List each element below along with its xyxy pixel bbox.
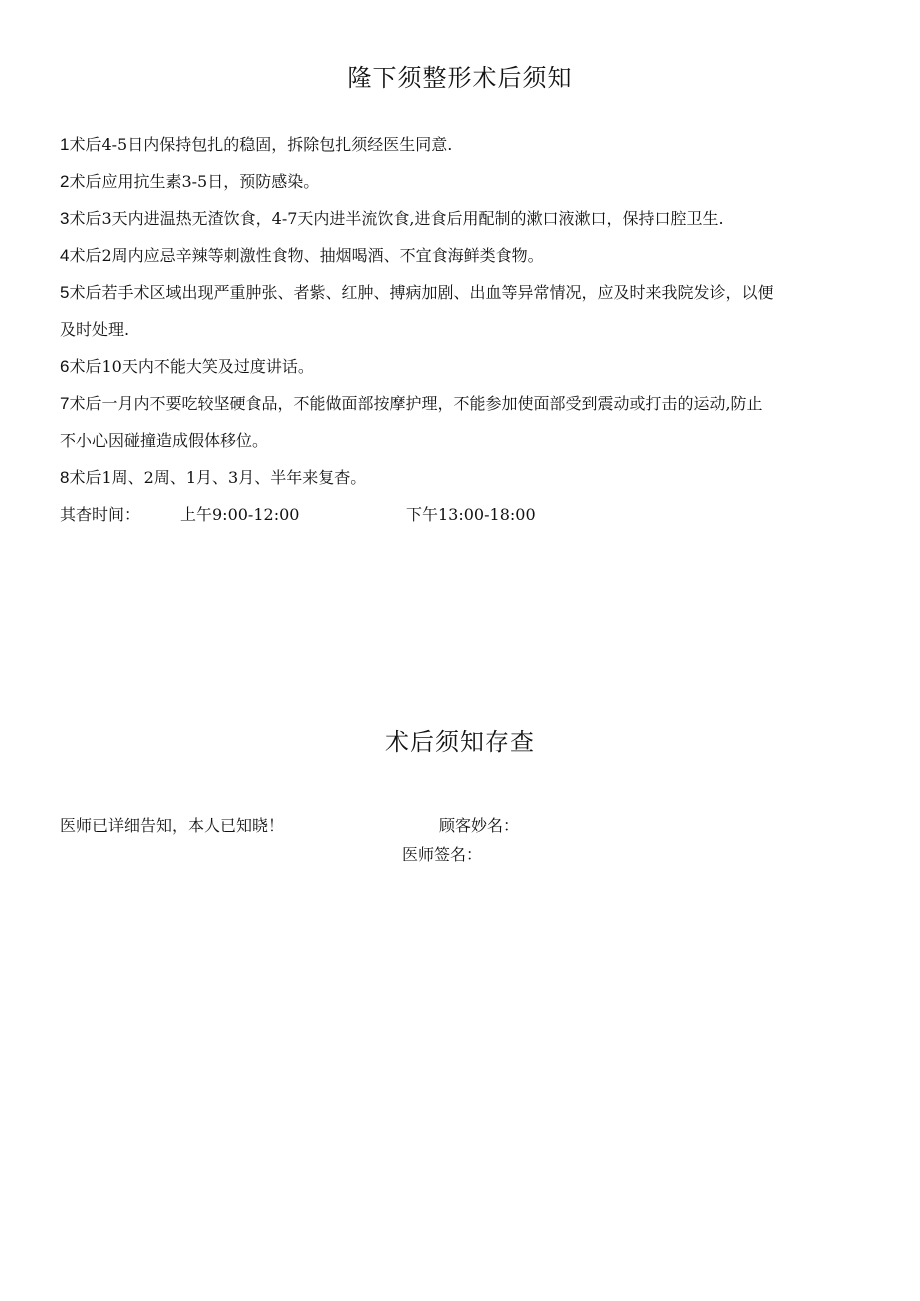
instruction-item-6 [60,354,314,377]
instruction-item-8 [60,465,366,488]
item-number: 4 [60,246,70,265]
item-number: 3 [60,209,70,228]
doctor-signature-field: 医师签名： [402,845,483,864]
item-number: 7 [60,394,70,413]
item-number: 1 [60,135,70,154]
item-text: 术后4-5日内保持包扎的稳固，拆除包扎须经医生同意. [69,135,453,154]
document-title: 隆下须整形术后须知 [347,64,573,92]
hours-label: 其杳时间： [60,505,141,524]
item-text: 术后10天内不能大笑及过度讲话。 [69,357,314,376]
item-number: 2 [60,172,70,191]
item-text: 及时处理. [60,320,130,339]
instruction-item-7-continued [60,428,268,451]
instruction-item-7 [60,391,763,414]
item-text: 术后若手术区域出现严重肿张、者紫、红肿、搏病加剧、出血等异常情况，应及时来我院发诊，以便 [69,283,774,302]
item-text: 术后一月内不要吃较坚硬食品，不能做面部按摩护理，不能参加使面部受到震动或打击的运动,防止 [69,394,763,413]
item-text: 不小心因碰撞造成假体移位。 [60,431,269,450]
instruction-item-2 [60,169,319,192]
item-number: 5 [60,283,70,302]
customer-signature-field: 顾客妙名： [439,816,520,835]
instruction-item-1 [60,132,452,155]
confirmation-title: 术后须知存查 [385,728,535,756]
confirmation-statement: 医师已详细告知，本人已知晓！ [60,816,285,835]
instruction-item-4 [60,243,544,266]
item-number: 6 [60,357,70,376]
instruction-item-5 [60,280,773,303]
item-text: 术后1周、2周、1月、3月、半年来复杳。 [69,468,367,487]
instruction-item-3 [60,206,724,229]
afternoon-hours: 下午13:00-18:00 [406,505,536,524]
item-number: 8 [60,468,70,487]
instruction-item-5-continued [60,317,129,340]
item-text: 术后应用抗生素3-5日，预防感染。 [69,172,320,191]
item-text: 术后3天内进温热无渣饮食，4-7天内进半流饮食,进食后用配制的漱口液漱口，保持口腔卫生. [69,209,724,228]
morning-hours: 上午9:00-12:00 [180,505,300,524]
item-text: 术后2周内应忌辛辣等刺激性食物、抽烟喝酒、不宜食海鲜类食物。 [69,246,544,265]
